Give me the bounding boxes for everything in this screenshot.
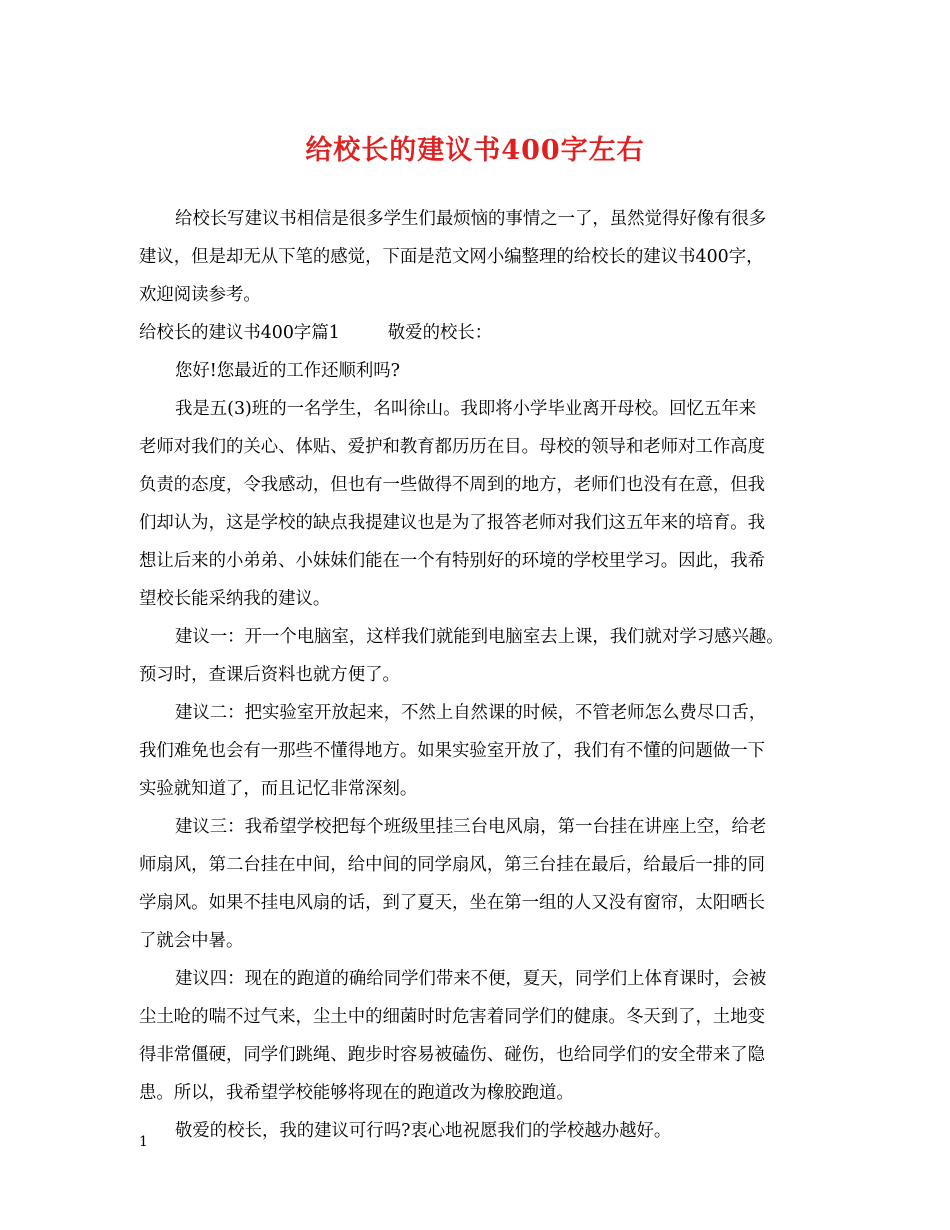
paragraph-line: 预习时，查课后资料也就方便了。 [139,665,400,685]
paragraph-line: 患。所以，我希望学校能够将现在的跑道改为橡胶跑道。 [139,1083,574,1103]
paragraph-line: 了就会中暑。 [139,931,244,951]
paragraph-line: 学扇风。如果不挂电风扇的话，到了夏天，坐在第一组的人又没有窗帘，太阳晒长 [139,893,766,913]
paragraph-line: 给校长写建议书相信是很多学生们最烦恼的事情之一了，虽然觉得好像有很多 [175,209,767,229]
paragraph-line: 望校长能采纳我的建议。 [139,589,331,609]
document-body [139,200,811,1150]
paragraph-line: 建议三：我希望学校把每个班级里挂三台电风扇，第一台挂在讲座上空，给老 [175,817,767,837]
paragraph-line: 建议二：把实验室开放起来，不然上自然课的时候，不管老师怎么费尽口舌， [175,703,767,723]
paragraph-line: 您好!您最近的工作还顺利吗? [175,361,401,381]
paragraph-line: 我是五(3)班的一名学生，名叫徐山。我即将小学毕业离开母校。回忆五年来 [175,399,757,419]
paragraph-line: 想让后来的小弟弟、小妹妹们能在一个有特别好的环境的学校里学习。因此，我希 [139,551,766,571]
paragraph-line: 师扇风，第二台挂在中间，给中间的同学扇风，第三台挂在最后，给最后一排的同 [139,855,766,875]
paragraph-line: 老师对我们的关心、体贴、爱护和教育都历历在目。母校的领导和老师对工作高度 [139,437,766,457]
paragraph-line: 欢迎阅读参考。 [139,285,261,305]
paragraph-line: 尘土呛的喘不过气来，尘土中的细菌时时危害着同学们的健康。冬天到了，土地变 [139,1007,766,1027]
page-title: 给校长的建议书400字左右 [305,135,645,166]
paragraph-line: 敬爱的校长，我的建议可行吗?衷心地祝愿我们的学校越办越好。 [175,1121,672,1141]
paragraph-line: 得非常僵硬，同学们跳绳、跑步时容易被磕伤、碰伤，也给同学们的安全带来了隐 [139,1045,766,1065]
paragraph-line: 实验就知道了，而且记忆非常深刻。 [139,779,418,799]
paragraph-line: 建议一：开一个电脑室，这样我们就能到电脑室去上课，我们就对学习感兴趣。 [175,627,784,647]
paragraph-line: 建议，但是却无从下笔的感觉，下面是范文网小编整理的给校长的建议书400字， [139,247,764,267]
section-heading-line [139,314,811,352]
page-number: 1 [139,1134,148,1150]
paragraph-line: 我们难免也会有一那些不懂得地方。如果实验室开放了，我们有不懂的问题做一下 [139,741,766,761]
paragraph-line: 建议四：现在的跑道的确给同学们带来不便，夏天，同学们上体育课时，会被 [175,969,767,989]
section-heading: 给校长的建议书400字篇1 [139,323,340,343]
salutation: 敬爱的校长： [387,323,493,343]
paragraph-line: 们却认为，这是学校的缺点我提建议也是为了报答老师对我们这五年来的培育。我 [139,513,766,533]
paragraph-line: 负责的态度，令我感动，但也有一些做得不周到的地方，老师们也没有在意，但我 [139,475,766,495]
